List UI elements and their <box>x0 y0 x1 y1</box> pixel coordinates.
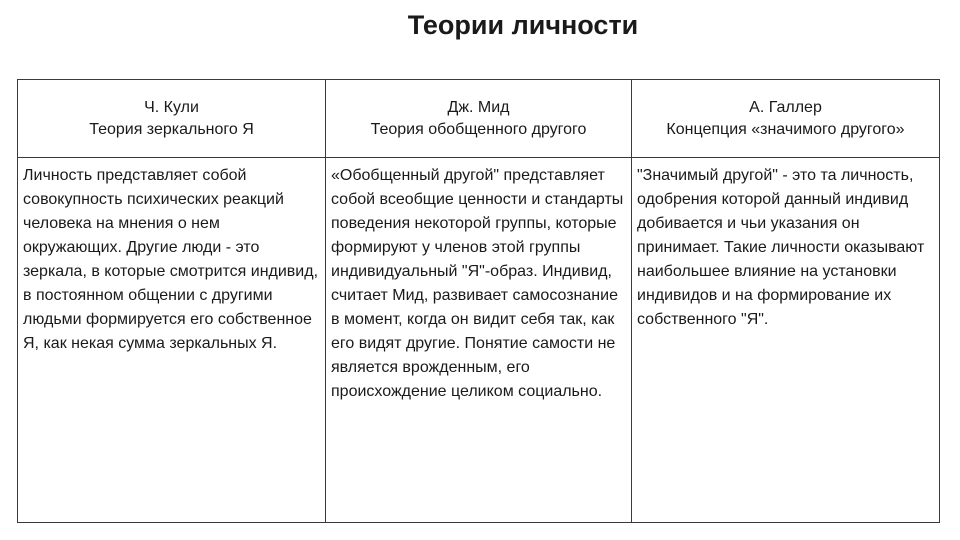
description-cell-cooley: Личность представляет собой совокупность психических реакций человека на мнения о нем окружающих. Другие люди - это зеркала, в которые смотрится индивид, в постоянном общении с другими людьми формируется его собственное Я, как некая сумма зеркальных Я. <box>18 158 326 523</box>
theories-table <box>17 79 940 523</box>
page-title: Теории личности <box>407 10 639 40</box>
description-cell-mead: «Обобщенный другой" представляет собой всеобщие ценности и стандарты поведения некоторой группы, которые формируют у членов этой группы индивидуальный "Я"-образ. Индивид, считает Мид, развивает самосознание в момент, когда он видит себя так, как его видят другие. Понятие самости не является врожденным, его происхождение целиком социально. <box>326 158 632 523</box>
description-cell-haller: "Значимый другой" - это та личность, одобрения которой данный индивид добивается и чьи указания он принимает. Такие личности оказывают наибольшее влияние на установки индивидов и на формирование их собственного "Я". <box>632 158 940 523</box>
theory-name: Концепция «значимого другого» <box>666 120 905 138</box>
table-row <box>18 158 940 523</box>
author-name: А. Галлер <box>749 98 822 116</box>
theory-name: Теория зеркального Я <box>89 120 254 138</box>
author-name: Дж. Мид <box>447 98 510 116</box>
header-cell-mead <box>326 80 632 158</box>
header-cell-cooley <box>18 80 326 158</box>
theory-name: Теория обобщенного другого <box>370 120 587 138</box>
table-header-row <box>18 80 940 158</box>
author-name: Ч. Кули <box>144 98 199 116</box>
header-cell-haller <box>632 80 940 158</box>
